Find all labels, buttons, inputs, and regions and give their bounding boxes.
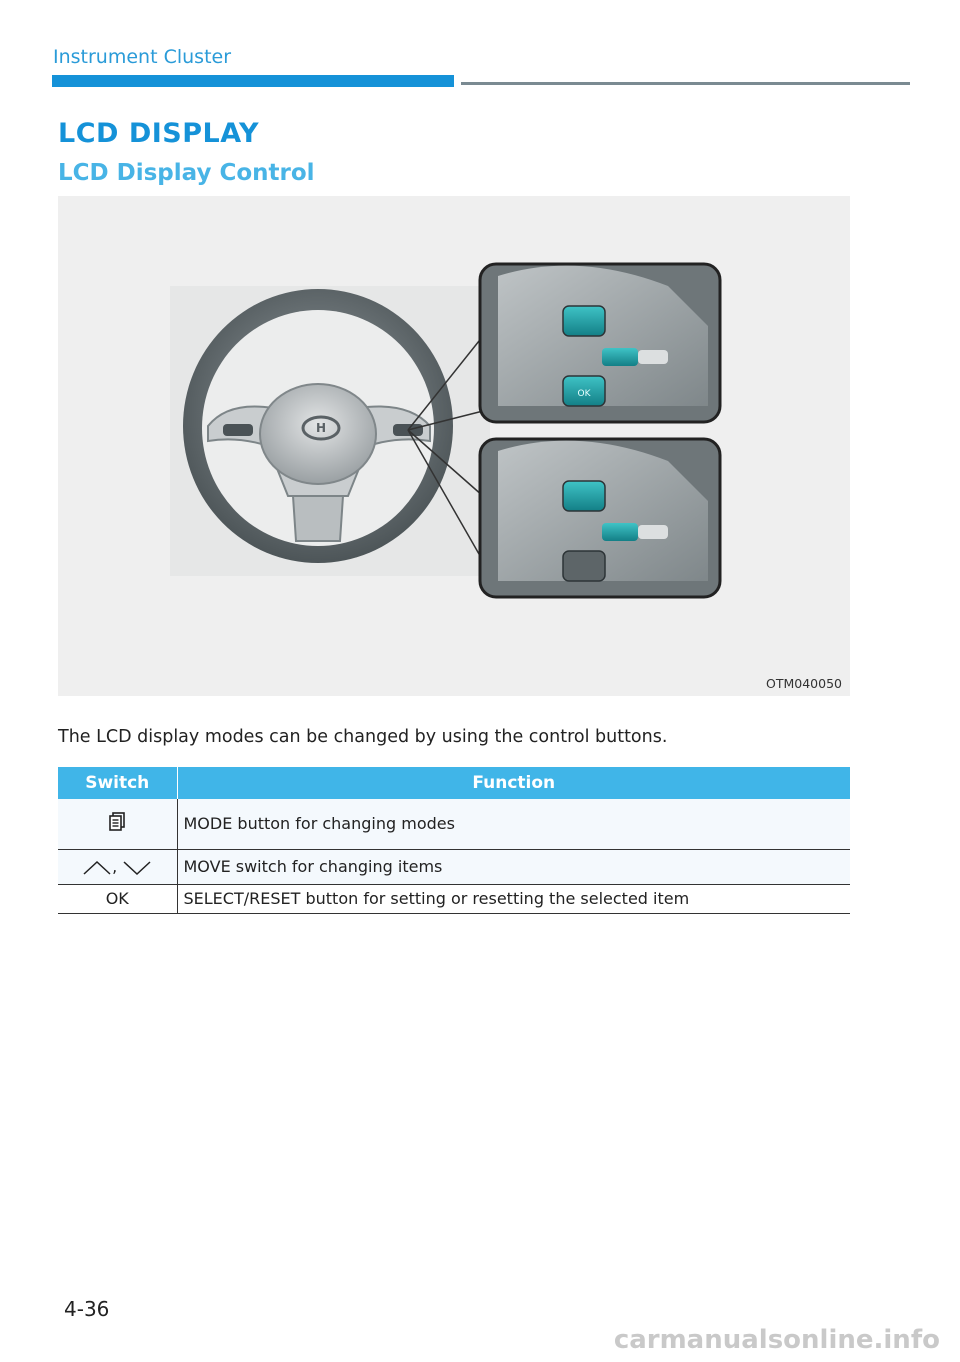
function-cell: MODE button for changing modes	[177, 799, 850, 849]
watermark: carmanualsonline.info	[613, 1325, 940, 1355]
section-subtitle: LCD Display Control	[58, 160, 315, 186]
svg-text:H: H	[315, 421, 327, 435]
switch-cell	[58, 849, 177, 884]
page-number: 4-36	[64, 1297, 110, 1321]
table-row	[58, 884, 850, 913]
table-row	[58, 799, 850, 849]
table-header-row	[58, 767, 850, 799]
header-accent-bar	[52, 75, 454, 87]
inset-ok-label: OK	[577, 389, 591, 399]
chevron-down-icon	[122, 860, 152, 876]
table-row	[58, 849, 850, 884]
chevron-up-icon	[82, 860, 112, 876]
section-title: LCD DISPLAY	[58, 118, 260, 149]
header-function: Function	[177, 767, 850, 799]
switch-cell	[58, 799, 177, 849]
steering-wheel-figure	[58, 196, 850, 696]
steering-wheel-illustration	[58, 196, 850, 696]
header-switch: Switch	[58, 767, 177, 799]
function-cell: MOVE switch for changing items	[177, 849, 850, 884]
top-inset	[480, 264, 720, 422]
function-cell: SELECT/RESET button for setting or resetting the selected item	[177, 884, 850, 913]
figure-code: OTM040050	[766, 676, 842, 691]
header-title: Instrument Cluster	[53, 46, 232, 68]
bottom-inset	[480, 439, 720, 597]
mode-icon	[108, 812, 126, 832]
switch-separator: ,	[112, 857, 118, 876]
switch-cell: OK	[58, 884, 177, 913]
switch-function-table	[58, 767, 850, 914]
header-divider	[461, 82, 910, 85]
intro-text: The LCD display modes can be changed by using the control buttons.	[58, 727, 668, 747]
